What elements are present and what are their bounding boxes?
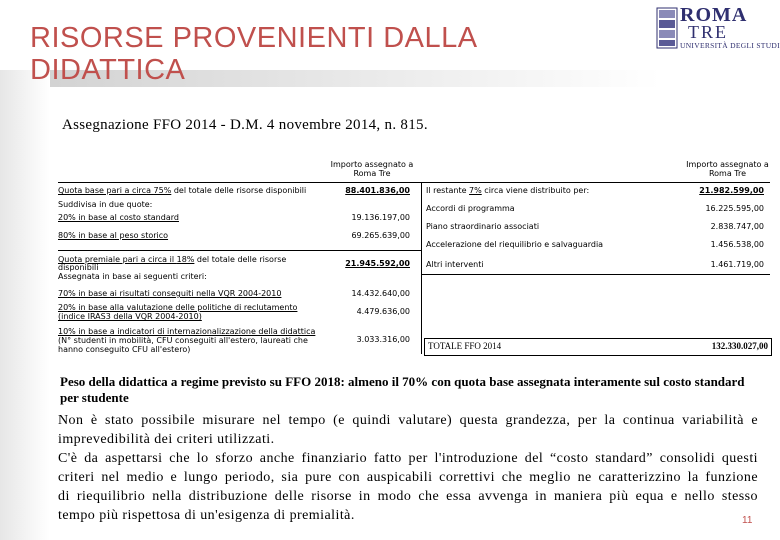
internazionalizzazione-label-line2: (N° studenti in mobilità, CFU conseguiti all'estero, laureati che (58, 336, 308, 345)
altri-label: Altri interventi (426, 260, 484, 269)
accelerazione-label: Accelerazione del riequilibrio e salvaguardia (426, 240, 604, 249)
subtitle: Assegnazione FFO 2014 - D.M. 4 novembre 2014, n. 815. (62, 117, 428, 133)
left-table-mid-rule (58, 250, 422, 251)
assegnata-label: Assegnata in base ai seguenti criteri: (58, 272, 207, 281)
reclutamento-label-line1: 20% in base alla valutazione delle politiche di reclutamento (58, 303, 298, 312)
body-line-1: Non è stato possibile misurare nel tempo (e quindi valutare) questa grandezza, per la continua variabilità e (58, 413, 758, 428)
header-left-importo: Importo assegnato a Roma Tre (330, 160, 414, 178)
body-line-6: tempo più rispettosa di un'esigenza di premialità. (58, 508, 355, 523)
accordi-value: 16.225.595,00 (705, 204, 764, 213)
accordi-label: Accordi di programma (426, 204, 515, 213)
restante-label: Il restante 7% circa viene distribuito per: (426, 186, 590, 195)
header-right-importo: Importo assegnato a Roma Tre (686, 160, 769, 178)
right-table-bottom-rule (422, 274, 770, 275)
internazionalizzazione-value: 3.033.316,00 (356, 335, 410, 344)
reclutamento-label-line2: (indice IRAS3 della VQR 2004-2010) (58, 312, 202, 321)
left-decorative-bar (0, 70, 50, 540)
page-number: 11 (742, 515, 753, 526)
suddivisa-label: Suddivisa in due quote: (58, 200, 153, 209)
internazionalizzazione-label-line1: 10% in base a indicatori di internazionalizzazione della didattica (58, 327, 316, 336)
body-line-5: di riequilibrio nella distribuzione delle risorse in modo che essa avvenga in maniera più equa e nello stesso (58, 489, 758, 504)
table-divider (421, 182, 422, 354)
peso-storico-label: 80% in base al peso storico (58, 231, 169, 240)
body-line-2: imprevedibilità dei criteri utilizzati. (58, 432, 275, 447)
logo-text-universita: UNIVERSITÀ DEGLI STUDI (680, 41, 780, 50)
totale-label: TOTALE FFO 2014 (428, 341, 502, 351)
logo-text-tre: TRE (688, 22, 728, 42)
reclutamento-value: 4.479.636,00 (356, 307, 410, 316)
piani-label: Piano straordinario associati (426, 222, 540, 231)
body-line-4: criteri nel medio e lungo periodo, sia pure con auspicabili correttivi che meglio ne caratterizzino la funzione (58, 470, 758, 485)
university-logo-icon (655, 6, 679, 50)
quota-premiale-label: Quota premiale pari a circa il 18% del totale delle risorse (58, 255, 287, 264)
peso-didattica-heading: Peso della didattica a regime previsto su FFO 2018: almeno il 70% con quota base assegnata interamente sul costo standard per studente (60, 374, 745, 405)
slide-title: RISORSE PROVENIENTI DALLA DIDATTICA (30, 22, 477, 86)
quota-premiale-label-line2: disponibili (58, 263, 99, 272)
peso-storico-value: 69.265.639,00 (351, 231, 410, 240)
accelerazione-value: 1.456.538,00 (710, 240, 764, 249)
internazionalizzazione-label-line3: hanno conseguito CFU all'estero) (58, 345, 191, 354)
restante-value: 21.982.599,00 (699, 186, 764, 195)
quota-premiale-value: 21.945.592,00 (345, 259, 410, 268)
right-table-top-rule (422, 182, 770, 183)
body-line-3: C'è da aspettarsi che lo sforzo anche finanziario fatto per l'introduzione del “costo standard” consolidi questi (58, 451, 758, 466)
totale-value: 132.330.027,00 (711, 341, 768, 351)
vqr-value: 14.432.640,00 (351, 289, 410, 298)
costo-standard-label: 20% in base al costo standard (58, 213, 179, 222)
quota-base-label: Quota base pari a circa 75% del totale delle risorse disponibili (58, 186, 307, 195)
altri-value: 1.461.719,00 (710, 260, 764, 269)
logo-text-roma: ROMA (680, 4, 748, 26)
piani-value: 2.838.747,00 (710, 222, 764, 231)
quota-base-value: 88.401.836,00 (345, 186, 410, 195)
left-table-top-rule (58, 182, 422, 183)
costo-standard-value: 19.136.197,00 (351, 213, 410, 222)
vqr-label: 70% in base ai risultati conseguiti nella VQR 2004-2010 (58, 289, 282, 298)
